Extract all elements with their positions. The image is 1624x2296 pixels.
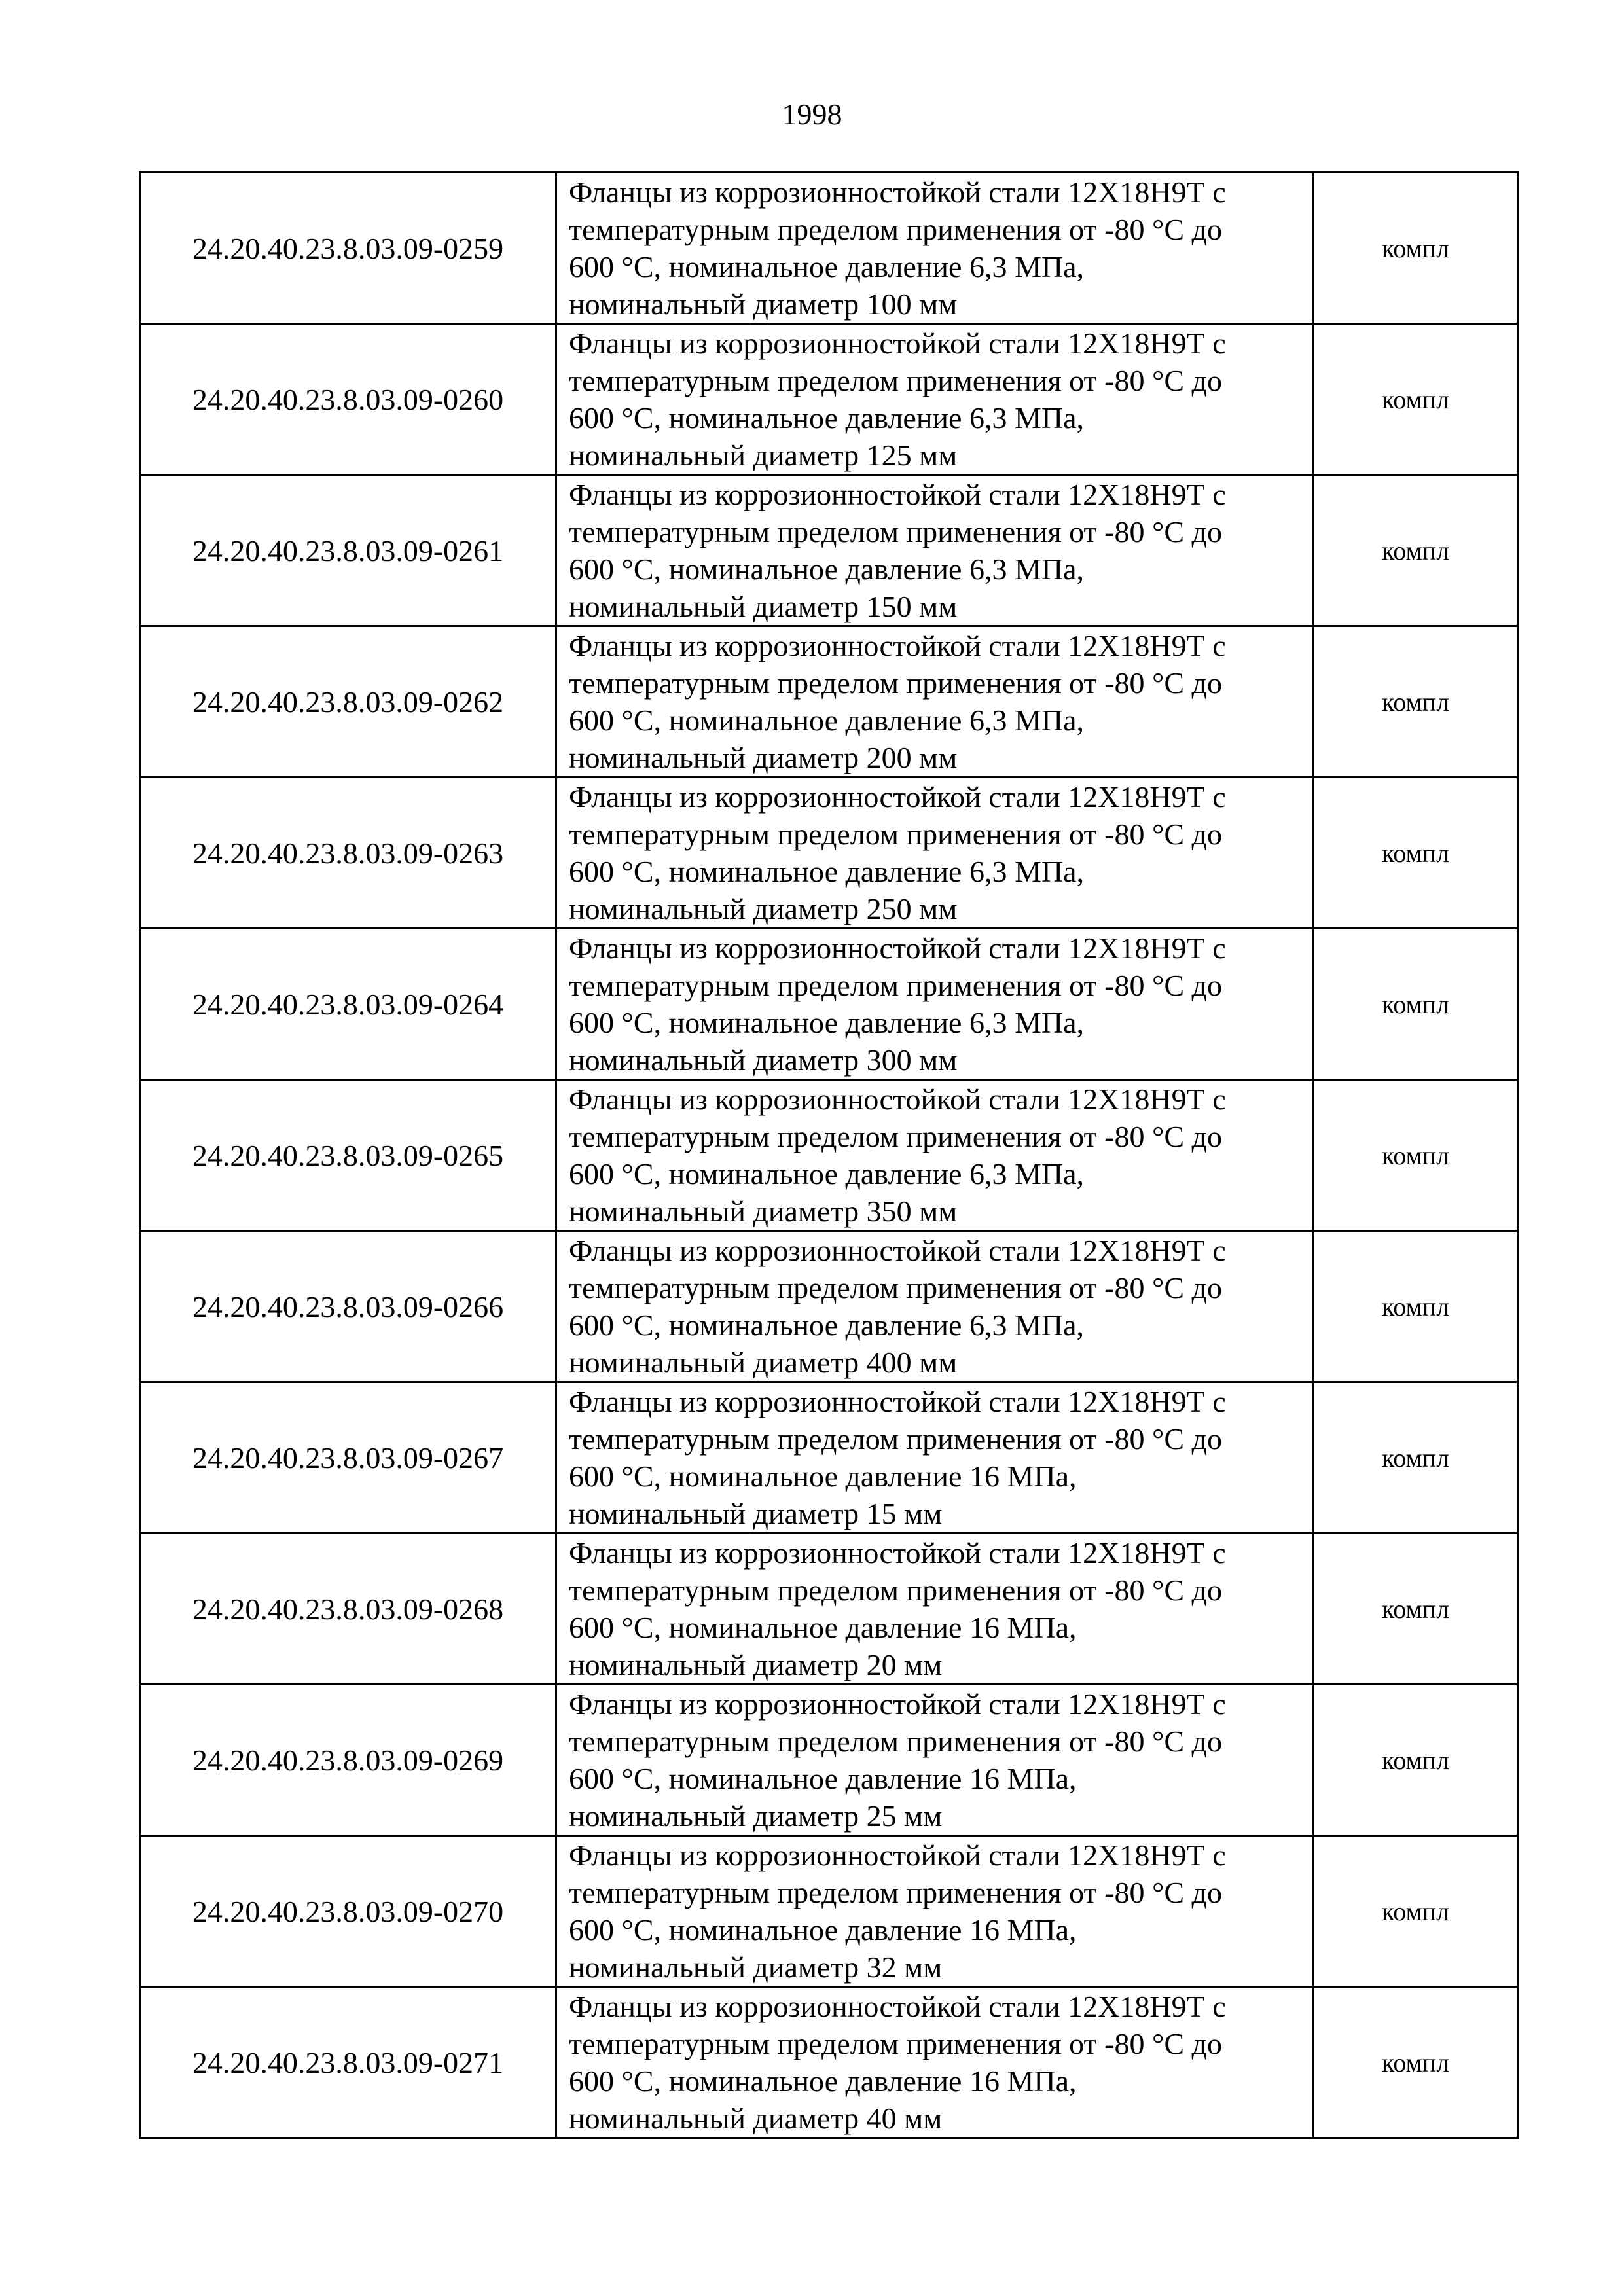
item-unit: компл <box>1314 778 1518 929</box>
item-code: 24.20.40.23.8.03.09-0265 <box>140 1080 556 1231</box>
description-line: номинальный диаметр 300 мм <box>569 1043 958 1077</box>
table-row <box>140 1685 1518 1836</box>
description-line: 600 °С, номинальное давление 6,3 МПа, <box>569 552 1085 586</box>
description-line: температурным пределом применения от -80 °С до <box>569 1120 1222 1153</box>
description-line: 600 °С, номинальное давление 16 МПа, <box>569 1913 1077 1946</box>
description-line: Фланцы из коррозионностойкой стали 12Х18Н9Т с <box>569 1385 1226 1418</box>
description-line: 600 °С, номинальное давление 6,3 МПа, <box>569 1006 1085 1039</box>
description-line: номинальный диаметр 200 мм <box>569 741 958 774</box>
item-description <box>556 1534 1314 1685</box>
description-line: номинальный диаметр 400 мм <box>569 1346 958 1379</box>
description-line: 600 °С, номинальное давление 16 МПа, <box>569 1611 1077 1644</box>
description-line: температурным пределом применения от -80 °С до <box>569 1422 1222 1456</box>
description-line: Фланцы из коррозионностойкой стали 12Х18Н9Т с <box>569 780 1226 814</box>
table-row <box>140 1080 1518 1231</box>
description-line: номинальный диаметр 100 мм <box>569 287 958 321</box>
item-unit: компл <box>1314 475 1518 626</box>
table-row <box>140 1382 1518 1534</box>
table-row <box>140 1231 1518 1382</box>
item-code: 24.20.40.23.8.03.09-0259 <box>140 173 556 324</box>
item-unit: компл <box>1314 929 1518 1080</box>
item-code: 24.20.40.23.8.03.09-0269 <box>140 1685 556 1836</box>
item-description <box>556 475 1314 626</box>
description-line: Фланцы из коррозионностойкой стали 12Х18Н9Т с <box>569 1687 1226 1721</box>
description-line: Фланцы из коррозионностойкой стали 12Х18Н9Т с <box>569 1990 1226 2023</box>
table-row <box>140 324 1518 475</box>
item-description <box>556 1987 1314 2138</box>
description-line: Фланцы из коррозионностойкой стали 12Х18Н9Т с <box>569 1234 1226 1267</box>
description-line: номинальный диаметр 250 мм <box>569 892 958 925</box>
item-code: 24.20.40.23.8.03.09-0260 <box>140 324 556 475</box>
description-line: Фланцы из коррозионностойкой стали 12Х18Н9Т с <box>569 1536 1226 1570</box>
item-description <box>556 1231 1314 1382</box>
item-description <box>556 1080 1314 1231</box>
item-code: 24.20.40.23.8.03.09-0267 <box>140 1382 556 1534</box>
description-line: номинальный диаметр 32 мм <box>569 1950 943 1984</box>
table-row <box>140 929 1518 1080</box>
description-line: Фланцы из коррозионностойкой стали 12Х18Н9Т с <box>569 478 1226 511</box>
catalog-table <box>139 171 1519 2139</box>
item-unit: компл <box>1314 1231 1518 1382</box>
description-line: температурным пределом применения от -80 °С до <box>569 1573 1222 1607</box>
item-unit: компл <box>1314 1987 1518 2138</box>
item-unit: компл <box>1314 173 1518 324</box>
item-code: 24.20.40.23.8.03.09-0263 <box>140 778 556 929</box>
item-unit: компл <box>1314 1534 1518 1685</box>
description-line: 600 °С, номинальное давление 16 МПа, <box>569 1460 1077 1493</box>
item-description <box>556 324 1314 475</box>
item-unit: компл <box>1314 1836 1518 1987</box>
description-line: номинальный диаметр 150 мм <box>569 590 958 623</box>
item-code: 24.20.40.23.8.03.09-0264 <box>140 929 556 1080</box>
description-line: 600 °С, номинальное давление 6,3 МПа, <box>569 704 1085 737</box>
table-row <box>140 1836 1518 1987</box>
description-line: температурным пределом применения от -80 °С до <box>569 515 1222 548</box>
description-line: температурным пределом применения от -80 °С до <box>569 666 1222 700</box>
item-description <box>556 626 1314 778</box>
item-description <box>556 1685 1314 1836</box>
description-line: температурным пределом применения от -80 °С до <box>569 213 1222 246</box>
description-line: номинальный диаметр 25 мм <box>569 1799 943 1833</box>
page-number: 1998 <box>782 98 842 131</box>
description-line: Фланцы из коррозионностойкой стали 12Х18Н9Т с <box>569 931 1226 965</box>
item-code: 24.20.40.23.8.03.09-0268 <box>140 1534 556 1685</box>
description-line: Фланцы из коррозионностойкой стали 12Х18Н9Т с <box>569 327 1226 360</box>
description-line: температурным пределом применения от -80 °С до <box>569 1876 1222 1909</box>
description-line: 600 °С, номинальное давление 16 МПа, <box>569 1762 1077 1795</box>
description-line: 600 °С, номинальное давление 6,3 МПа, <box>569 1157 1085 1191</box>
description-line: температурным пределом применения от -80 °С до <box>569 364 1222 397</box>
description-line: 600 °С, номинальное давление 16 МПа, <box>569 2064 1077 2098</box>
item-unit: компл <box>1314 1382 1518 1534</box>
item-code: 24.20.40.23.8.03.09-0261 <box>140 475 556 626</box>
table-row <box>140 1534 1518 1685</box>
item-code: 24.20.40.23.8.03.09-0266 <box>140 1231 556 1382</box>
description-line: номинальный диаметр 350 мм <box>569 1194 958 1228</box>
table-row <box>140 778 1518 929</box>
description-line: номинальный диаметр 20 мм <box>569 1648 943 1681</box>
description-line: температурным пределом применения от -80 °С до <box>569 1271 1222 1304</box>
item-description <box>556 778 1314 929</box>
item-unit: компл <box>1314 626 1518 778</box>
table-row <box>140 626 1518 778</box>
table-row <box>140 1987 1518 2138</box>
item-description <box>556 1382 1314 1534</box>
description-line: 600 °С, номинальное давление 6,3 МПа, <box>569 401 1085 435</box>
description-line: Фланцы из коррозионностойкой стали 12Х18Н9Т с <box>569 1083 1226 1116</box>
description-line: температурным пределом применения от -80 °С до <box>569 1725 1222 1758</box>
item-code: 24.20.40.23.8.03.09-0270 <box>140 1836 556 1987</box>
table-row <box>140 173 1518 324</box>
item-code: 24.20.40.23.8.03.09-0262 <box>140 626 556 778</box>
description-line: температурным пределом применения от -80 °С до <box>569 969 1222 1002</box>
item-code: 24.20.40.23.8.03.09-0271 <box>140 1987 556 2138</box>
description-line: номинальный диаметр 40 мм <box>569 2102 943 2135</box>
description-line: Фланцы из коррозионностойкой стали 12Х18Н9Т с <box>569 1839 1226 1872</box>
description-line: температурным пределом применения от -80 °С до <box>569 817 1222 851</box>
item-unit: компл <box>1314 324 1518 475</box>
item-description <box>556 929 1314 1080</box>
description-line: Фланцы из коррозионностойкой стали 12Х18Н9Т с <box>569 629 1226 662</box>
description-line: 600 °С, номинальное давление 6,3 МПа, <box>569 1308 1085 1342</box>
description-line: температурным пределом применения от -80 °С до <box>569 2027 1222 2060</box>
table-body <box>140 173 1518 2138</box>
description-line: Фланцы из коррозионностойкой стали 12Х18Н9Т с <box>569 175 1226 209</box>
description-line: 600 °С, номинальное давление 6,3 МПа, <box>569 855 1085 888</box>
description-line: 600 °С, номинальное давление 6,3 МПа, <box>569 250 1085 283</box>
item-description <box>556 173 1314 324</box>
description-line: номинальный диаметр 15 мм <box>569 1497 943 1530</box>
item-unit: компл <box>1314 1080 1518 1231</box>
item-unit: компл <box>1314 1685 1518 1836</box>
table-row <box>140 475 1518 626</box>
item-description <box>556 1836 1314 1987</box>
description-line: номинальный диаметр 125 мм <box>569 439 958 472</box>
